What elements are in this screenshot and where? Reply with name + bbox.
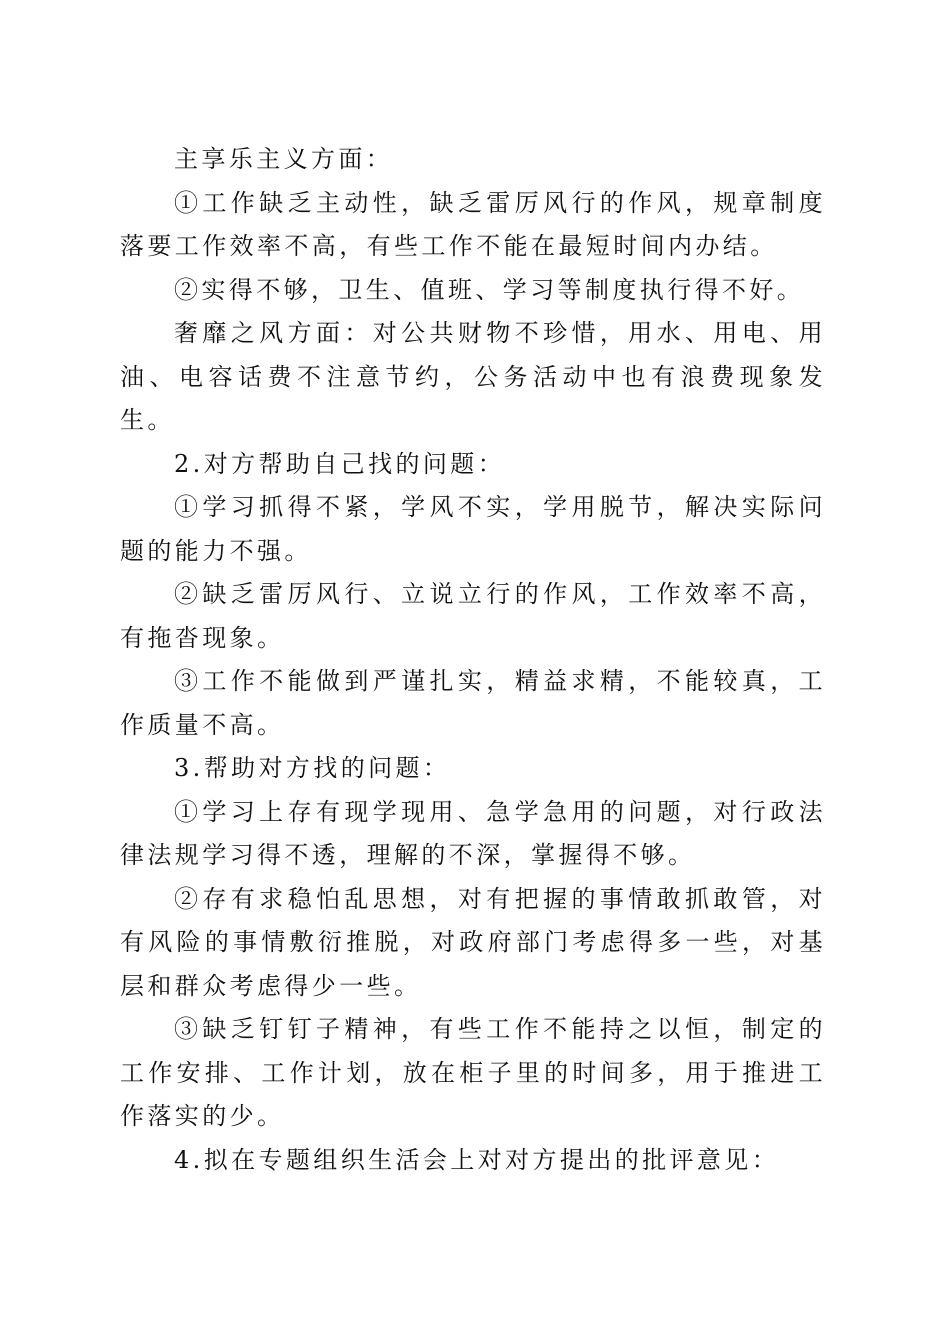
- section-heading-3: 3.帮助对方找的问题：: [174, 754, 451, 782]
- section-heading-4: 4.拟在专题组织生活会上对对方提出的批评意见：: [174, 1145, 780, 1174]
- paragraph-section2-item-1: ①学习抓得不紧，学风不实，学用脱节，解决实际问题的能力不强。: [120, 493, 826, 565]
- paragraph-section3-item-3: ③缺乏钉钉子精神，有些工作不能持之以恒，制定的工作安排、工作计划，放在柜子里的时间多，用于推进工作落实的少。: [120, 1015, 826, 1130]
- paragraph-section3-item-2: ②存有求稳怕乱思想，对有把握的事情敢抓敢管，对有风险的事情敷衍推脱，对政府部门考虑得多一些，对基层和群众考虑得少一些。: [120, 884, 826, 1000]
- paragraph-hedonism-heading: 主享乐主义方面：: [174, 145, 394, 173]
- paragraph-section2-item-2: ②缺乏雷厉风行、立说立行的作风，工作效率不高，有拖沓现象。: [120, 580, 826, 652]
- paragraph-hedonism-item-2: ②实得不够，卫生、值班、学习等制度执行得不好。: [174, 275, 805, 304]
- paragraph-hedonism-item-1: ①工作缺乏主动性，缺乏雷厉风行的作风，规章制度落要工作效率不高，有些工作不能在最短时间内办结。: [120, 188, 826, 260]
- paragraph-section2-item-3: ③工作不能做到严谨扎实，精益求精，不能较真，工作质量不高。: [120, 667, 826, 739]
- paragraph-section3-item-1: ①学习上存有现学现用、急学急用的问题，对行政法律法规学习得不透，理解的不深，掌握得不够。: [120, 797, 826, 869]
- section-heading-2: 2.对方帮助自己找的问题：: [174, 449, 506, 478]
- paragraph-extravagance: 奢靡之风方面：对公共财物不珍惜，用水、用电、用油、电容话费不注意节约，公务活动中也有浪费现象发生。: [120, 319, 826, 434]
- document-body: [120, 138, 826, 1182]
